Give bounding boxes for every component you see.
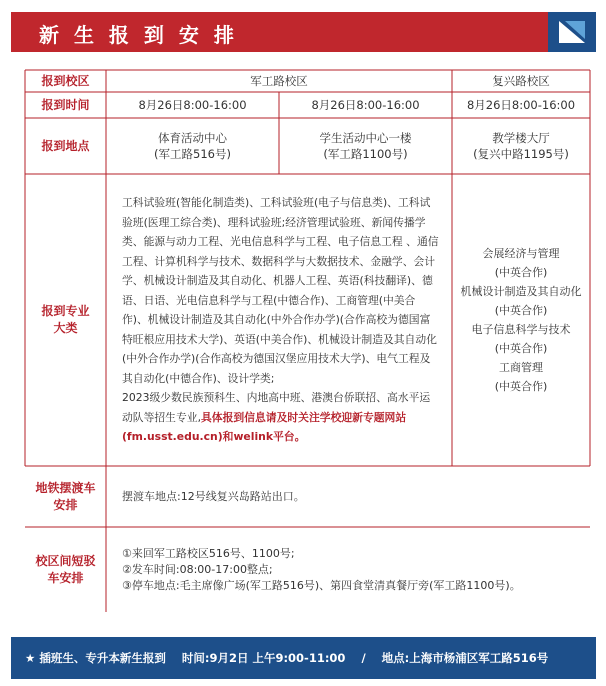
footer-title: 插班生、专升本新生报到	[39, 651, 166, 665]
page-title: 新 生 报 到 安 排	[39, 23, 238, 47]
bus-line-1: ①来回军工路校区516号、1100号;	[122, 546, 295, 560]
header-banner	[11, 12, 596, 52]
place-address: (复兴中路1195号)	[473, 147, 569, 161]
place-address: (军工路516号)	[154, 147, 231, 161]
corner-decoration	[548, 12, 596, 52]
bus-info	[106, 527, 590, 612]
majors-fuxing	[452, 174, 590, 466]
campus-fuxing: 复兴路校区	[492, 74, 550, 88]
place-sports-center	[106, 118, 279, 174]
label-place: 报到地点	[41, 138, 90, 153]
shuttle-info	[106, 466, 590, 527]
place-teaching-building	[452, 118, 590, 174]
majors-jungong-body: 工科试验班(智能化制造类)、工科试验班(电子与信息类)、工科试验班(医理工综合类)、理科试验班;经济管理试验班、新闻传播学类、能源与动力工程、光电信息科学与工程、电子信息工程 、通信工程、计算机科学与技术、数据科学与大数据技术、金融学、会计学、机械设计制造及其自动化、机器人工程、英语(科技翻译)、德语、日语、光电信息科学与工程(中德合作)、工商管理(中美合作)、机械设计制造及其自动化(中外合作办学)(合作高校为德国富特旺根应用技术大学)、英语(中美合作)、机械设计制造及其自动化(中外合作办学)(合作高校为德国汉堡应用技术大学)、电气工程及其自动化(中德合作)、设计学类;	[122, 196, 439, 385]
major-fuxing-line: 电子信息科学与技术	[471, 323, 571, 336]
place-student-center	[279, 118, 452, 174]
footer-separator: /	[361, 651, 366, 665]
footer-time: 时间:9月2日 上午9:00-11:00	[181, 651, 346, 665]
time-jungong-1100: 8月26日8:00-16:00	[311, 98, 420, 112]
label-major-line2: 大类	[53, 321, 78, 335]
bus-line-3: ③停车地点:毛主席像广场(军工路516号)、第四食堂清真餐厅旁(军工路1100号)。	[122, 578, 521, 592]
bus-line-2: ②发车时间:08:00-17:00整点;	[122, 562, 273, 576]
star-icon: ★	[25, 651, 36, 665]
majors-jungong-notice: 具体报到信息请及时关注学校迎新专题网站(fm.usst.edu.cn)和welink平台。	[122, 410, 407, 444]
label-campus: 报到校区	[41, 73, 90, 88]
major-fuxing-line: 工商管理	[499, 361, 543, 374]
place-name: 学生活动中心一楼	[319, 131, 412, 145]
footer-banner	[11, 637, 596, 679]
label-major	[25, 174, 106, 466]
major-fuxing-line: (中英合作)	[494, 342, 548, 355]
place-address: (军工路1100号)	[323, 147, 408, 161]
campus-jungong: 军工路校区	[250, 74, 308, 88]
majors-fuxing-list	[461, 244, 582, 396]
label-time: 报到时间	[41, 97, 90, 112]
label-bus-line2: 车安排	[47, 570, 84, 585]
shuttle-text: 摆渡车地点:12号线复兴岛路站出口。	[122, 489, 305, 503]
major-fuxing-line: 会展经济与管理	[482, 247, 560, 260]
major-fuxing-line: (中英合作)	[494, 304, 548, 317]
time-jungong-516: 8月26日8:00-16:00	[138, 98, 247, 112]
major-fuxing-line: (中英合作)	[494, 380, 548, 393]
major-fuxing-line: (中英合作)	[494, 266, 548, 279]
label-bus	[25, 527, 106, 612]
majors-jungong-extra: 2023级少数民族预科生、内地高中班、港澳台侨联招、高水平运动队等招生专业,	[122, 391, 431, 424]
label-shuttle-line1: 地铁摆渡车	[35, 480, 96, 495]
place-name: 教学楼大厅	[492, 131, 550, 145]
footer-place: 地点:上海市杨浦区军工路516号	[381, 651, 549, 665]
time-fuxing: 8月26日8:00-16:00	[466, 98, 576, 112]
major-fuxing-line: 机械设计制造及其自动化	[460, 285, 582, 298]
label-bus-line1: 校区间短驳	[35, 553, 96, 568]
triangle-icon	[557, 19, 587, 45]
label-shuttle	[25, 466, 106, 527]
majors-jungong	[106, 174, 452, 466]
label-shuttle-line2: 安排	[53, 497, 78, 512]
label-major-line1: 报到专业	[41, 304, 90, 318]
place-name: 体育活动中心	[158, 131, 227, 145]
